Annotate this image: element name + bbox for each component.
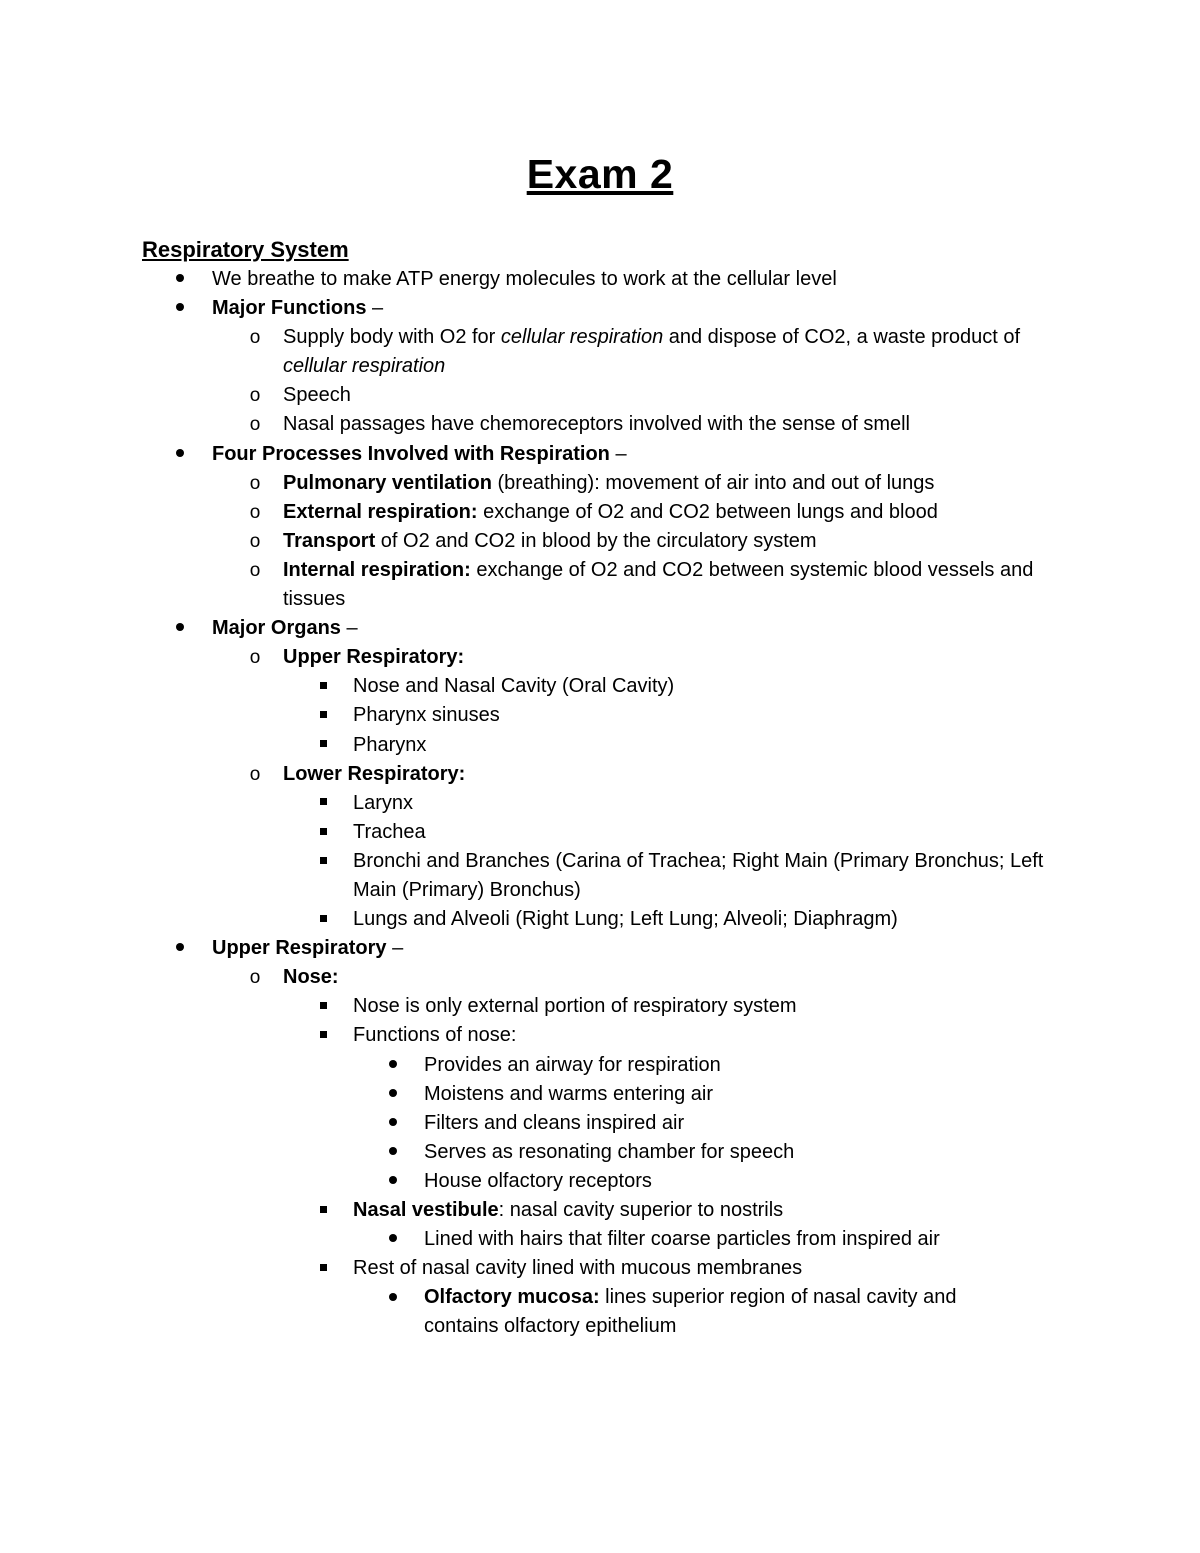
list-item-text	[353, 789, 1060, 818]
list-item	[0, 527, 1200, 556]
bold-text: Olfactory mucosa:	[424, 1286, 600, 1309]
list-item	[0, 410, 1200, 439]
list-item	[0, 381, 1200, 410]
circle-bullet-icon: o	[249, 472, 261, 494]
list-item	[0, 1254, 1200, 1283]
list-item-text	[424, 1051, 1000, 1080]
list-item-text	[424, 1167, 1000, 1196]
list-item-text	[353, 905, 1060, 934]
list-item-text	[353, 1021, 1060, 1050]
dot-bullet-icon	[383, 1080, 403, 1109]
text-run: Pharynx sinuses	[353, 704, 500, 727]
text-run: Lungs and Alveoli (Right Lung; Left Lung; Alveoli; Diaphragm)	[353, 908, 898, 931]
text-run: of O2 and CO2 in blood by the circulatory system	[375, 529, 817, 552]
list-item	[0, 294, 1200, 323]
list-item	[0, 1051, 1200, 1080]
square-bullet-icon	[313, 672, 333, 701]
list-item-text	[283, 381, 1060, 410]
list-item-text	[353, 672, 1060, 701]
list-item	[0, 992, 1200, 1021]
square-bullet-icon	[313, 1196, 333, 1225]
list-item	[0, 731, 1200, 760]
bold-text: Upper Respiratory	[212, 937, 393, 960]
text-run: Moistens and warms entering air	[424, 1082, 714, 1105]
text-run: lines superior region of nasal cavity and contains olfactory epithelium	[424, 1286, 957, 1338]
list-item	[0, 323, 1200, 381]
list-item-text	[424, 1283, 1000, 1341]
list-item	[0, 760, 1200, 789]
list-item-text	[353, 992, 1060, 1021]
list-item	[0, 643, 1200, 672]
list-item	[0, 963, 1200, 992]
text-run: Supply body with O2 for	[283, 326, 501, 349]
list-item-text	[283, 410, 1060, 439]
list-item-text	[424, 1109, 1000, 1138]
dot-bullet-icon	[170, 934, 190, 963]
text-run: House olfactory receptors	[424, 1169, 652, 1192]
text-run: exchange of O2 and CO2 between systemic blood vessels and tissues	[283, 558, 1034, 611]
text-run: and dispose of CO2, a waste product of	[663, 326, 1021, 349]
section-heading: Respiratory System	[142, 237, 349, 262]
dot-bullet-icon	[383, 1283, 403, 1312]
list-item	[0, 789, 1200, 818]
list-item	[0, 1021, 1200, 1050]
bold-text: Major Functions	[212, 297, 367, 320]
list-item-text	[283, 556, 1060, 614]
list-item-text	[353, 847, 1060, 905]
dot-bullet-icon	[383, 1225, 403, 1254]
list-item-text	[353, 1196, 1060, 1225]
list-item	[0, 1225, 1200, 1254]
list-item	[0, 847, 1200, 905]
text-run: : nasal cavity superior to nostrils	[498, 1199, 784, 1221]
outline-list	[0, 265, 1200, 1341]
list-item	[0, 556, 1200, 614]
list-item-text	[353, 1254, 1060, 1283]
list-item-text	[424, 1080, 1000, 1109]
dot-bullet-icon	[383, 1167, 403, 1196]
list-item	[0, 818, 1200, 847]
circle-bullet-icon: o	[249, 327, 261, 349]
list-item-text	[353, 818, 1060, 847]
square-bullet-icon	[313, 789, 333, 818]
circle-bullet-icon: o	[249, 530, 261, 552]
list-item	[0, 265, 1200, 294]
list-item-text	[424, 1225, 1000, 1254]
square-bullet-icon	[313, 847, 333, 876]
square-bullet-icon	[313, 701, 333, 730]
text-run: Pharynx	[353, 733, 427, 756]
text-run: exchange of O2 and CO2 between lungs and blood	[477, 500, 938, 523]
bold-text: Lower Respiratory:	[283, 762, 466, 785]
dot-bullet-icon	[383, 1138, 403, 1167]
bold-text: Internal respiration:	[283, 558, 471, 581]
circle-bullet-icon: o	[249, 647, 261, 669]
text-run: Larynx	[353, 791, 414, 814]
square-bullet-icon	[313, 818, 333, 847]
text-run: Bronchi and Branches (Carina of Trachea; Right Main (Primary Bronchus; Left Main (Primary) Bronchus)	[353, 849, 1044, 901]
dot-bullet-icon	[170, 265, 190, 294]
circle-bullet-icon: o	[249, 501, 261, 523]
list-item-text	[283, 498, 1060, 527]
list-item-text	[212, 440, 1100, 469]
dot-bullet-icon	[383, 1109, 403, 1138]
bold-text: Transport	[283, 529, 376, 552]
list-item-text	[424, 1138, 1000, 1167]
list-item-text	[283, 323, 1060, 381]
page-title: Exam 2	[526, 151, 674, 197]
italic-text: cellular respiration	[500, 326, 664, 349]
text-run: Nose and Nasal Cavity (Oral Cavity)	[353, 675, 675, 698]
list-item-text	[212, 294, 1100, 323]
list-item-text	[353, 731, 1060, 760]
bold-text: Nose:	[283, 966, 339, 989]
text-run: Provides an airway for respiration	[424, 1053, 721, 1076]
list-item	[0, 934, 1200, 963]
text-run: –	[340, 617, 358, 640]
list-item-text	[212, 265, 1100, 294]
circle-bullet-icon: o	[249, 559, 261, 581]
list-item	[0, 614, 1200, 643]
text-run: –	[609, 442, 627, 465]
list-item	[0, 1109, 1200, 1138]
italic-text: cellular respiration	[283, 355, 446, 378]
list-item-text	[212, 614, 1100, 643]
list-item-text	[283, 643, 1060, 672]
text-run: Functions of nose:	[353, 1024, 517, 1047]
circle-bullet-icon: o	[249, 414, 261, 436]
list-item	[0, 905, 1200, 934]
square-bullet-icon	[313, 1254, 333, 1283]
list-item	[0, 469, 1200, 498]
list-item-text	[283, 527, 1060, 556]
dot-bullet-icon	[170, 440, 190, 469]
list-item	[0, 1167, 1200, 1196]
list-item-text	[283, 469, 1060, 498]
list-item	[0, 1138, 1200, 1167]
square-bullet-icon	[313, 905, 333, 934]
list-item-text	[283, 760, 1060, 789]
square-bullet-icon	[313, 731, 333, 760]
text-run: –	[366, 297, 384, 320]
circle-bullet-icon: o	[249, 763, 261, 785]
text-run: We breathe to make ATP energy molecules to work at the cellular level	[212, 268, 837, 290]
square-bullet-icon	[313, 1021, 333, 1050]
list-item	[0, 672, 1200, 701]
text-run: Rest of nasal cavity lined with mucous membranes	[353, 1257, 803, 1280]
text-run: Lined with hairs that filter coarse particles from inspired air	[424, 1228, 940, 1251]
list-item	[0, 498, 1200, 527]
list-item	[0, 440, 1200, 469]
square-bullet-icon	[313, 992, 333, 1021]
list-item-text	[283, 963, 1060, 992]
list-item-text	[353, 701, 1060, 730]
bold-text: Four Processes Involved with Respiration	[212, 442, 610, 465]
text-run: Speech	[283, 384, 351, 407]
list-item-text	[212, 934, 1100, 963]
bold-text: Pulmonary ventilation	[283, 471, 492, 494]
bold-text: External respiration:	[283, 500, 478, 523]
text-run: Serves as resonating chamber for speech	[424, 1140, 795, 1163]
circle-bullet-icon: o	[249, 967, 261, 989]
list-item	[0, 1080, 1200, 1109]
bold-text: Upper Respiratory:	[283, 646, 465, 669]
text-run: Filters and cleans inspired air	[424, 1111, 685, 1134]
list-item	[0, 1283, 1200, 1341]
dot-bullet-icon	[170, 614, 190, 643]
bold-text: Major Organs	[212, 617, 341, 640]
list-item	[0, 1196, 1200, 1225]
text-run: Nose is only external portion of respiratory system	[353, 995, 797, 1018]
dot-bullet-icon	[383, 1051, 403, 1080]
list-item	[0, 701, 1200, 730]
text-run: Nasal passages have chemoreceptors involved with the sense of smell	[283, 413, 910, 436]
bold-text: Nasal vestibule	[353, 1199, 499, 1221]
text-run: (breathing): movement of air into and out of lungs	[491, 471, 935, 494]
dot-bullet-icon	[170, 294, 190, 323]
circle-bullet-icon: o	[249, 385, 261, 407]
text-run: Trachea	[353, 820, 426, 843]
text-run: –	[392, 937, 404, 960]
